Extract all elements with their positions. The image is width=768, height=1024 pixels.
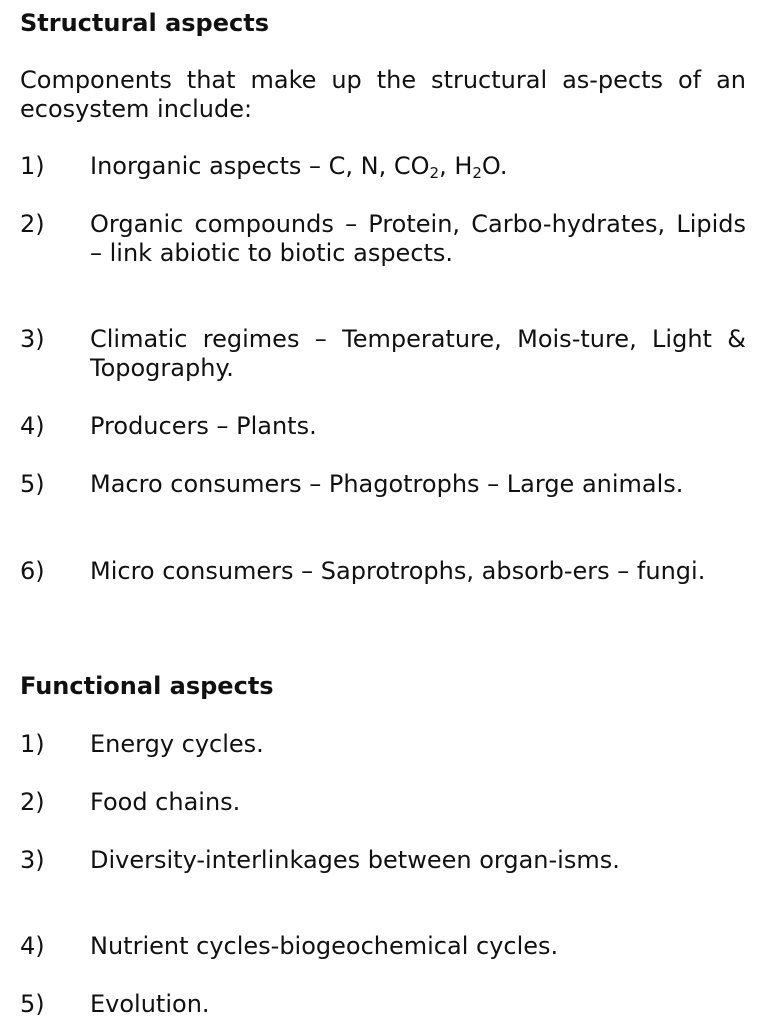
functional-list-item-1 xyxy=(20,730,746,759)
list-number: 3) xyxy=(20,325,45,353)
functional-list-item-3 xyxy=(20,846,746,875)
list-number: 4) xyxy=(20,412,45,440)
list-text: Climatic regimes – Temperature, Mois-ture, Light & Topography. xyxy=(90,325,746,382)
list-text: Macro consumers – Phagotrophs – Large animals. xyxy=(90,470,684,498)
list-number: 4) xyxy=(20,932,45,960)
list-text: Producers – Plants. xyxy=(90,412,317,440)
list-number: 2) xyxy=(20,210,45,238)
list-text: Micro consumers – Saprotrophs, absorb-ers – fungi. xyxy=(90,557,706,585)
structural-aspects-heading: Structural aspects xyxy=(20,9,269,37)
list-text: Evolution. xyxy=(90,990,210,1018)
list-number: 1) xyxy=(20,730,45,758)
list-text: Nutrient cycles-biogeochemical cycles. xyxy=(90,932,559,960)
functional-list-item-4 xyxy=(20,932,746,961)
list-text: Energy cycles. xyxy=(90,730,264,758)
structural-intro-paragraph: Components that make up the structural as-pects of an ecosystem include: xyxy=(20,66,746,123)
structural-list-item-1 xyxy=(20,152,746,181)
list-text: Inorganic aspects – C, N, $CO_2$, $H_2O$. xyxy=(90,152,508,182)
structural-list-item-4 xyxy=(20,412,746,441)
list-text: Food chains. xyxy=(90,788,241,816)
subscript: 2 xyxy=(472,164,482,182)
list-text: Diversity-interlinkages between organ-isms. xyxy=(90,846,620,874)
list-number: 2) xyxy=(20,788,45,816)
functional-list-item-5 xyxy=(20,990,746,1019)
structural-list-item-6 xyxy=(20,557,746,586)
list-number: 1) xyxy=(20,152,45,180)
list-number: 3) xyxy=(20,846,45,874)
subscript: 2 xyxy=(429,164,440,182)
structural-list-item-3 xyxy=(20,325,746,383)
list-text: Organic compounds – Protein, Carbo-hydrates, Lipids – link abiotic to biotic aspects. xyxy=(90,210,746,267)
structural-list-item-5 xyxy=(20,470,746,499)
functional-aspects-heading: Functional aspects xyxy=(20,672,274,700)
structural-list-item-2 xyxy=(20,210,746,268)
list-number: 6) xyxy=(20,557,45,585)
functional-list-item-2 xyxy=(20,788,746,817)
list-number: 5) xyxy=(20,470,45,498)
list-number: 5) xyxy=(20,990,45,1018)
